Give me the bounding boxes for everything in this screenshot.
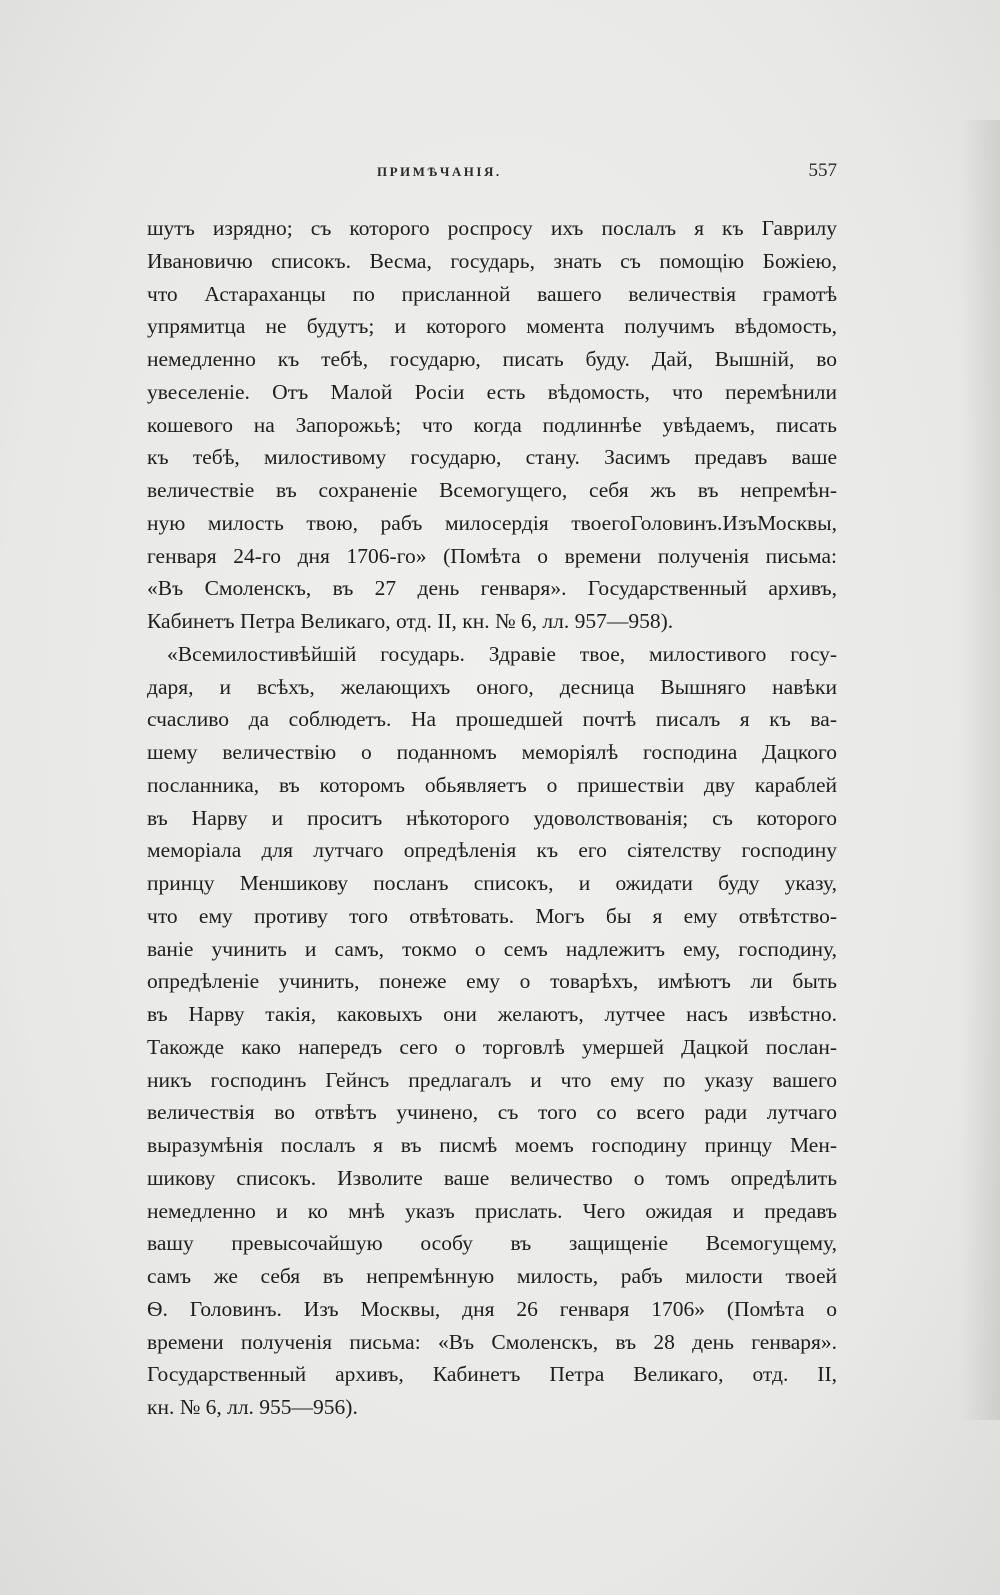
paragraph-first-line: «Всемилостивѣйшій государь. Здравіе твое, милостивого госу-	[167, 641, 837, 666]
text-line: шему величествію о поданномъ меморіялѣ господина Дацкого	[147, 740, 837, 764]
text-line: самъ же себя въ непремѣнную милость, рабъ милости твоей	[147, 1264, 837, 1288]
text-line: ваніе учинить и самъ, токмо о семъ надлежитъ ему, господину,	[147, 936, 837, 961]
text-line: немедленно и ко мнѣ указъ прислать. Чего ожидая и предавъ	[147, 1198, 837, 1223]
text-line: вашу превысочайшую особу въ защищеніе Всемогущему,	[147, 1231, 837, 1256]
text-line: даря, и всѣхъ, желающихъ оного, десница Вышняго навѣки	[147, 674, 837, 699]
text-line: величествіе въ сохраненіе Всемогущего, себя жъ въ непремѣн-	[147, 478, 837, 502]
text-line: немедленно къ тебѣ, государю, писать буду. Дай, Вышній, во	[147, 347, 837, 371]
text-line: къ тебѣ, милостивому государю, стану. Засимъ предавъ ваше	[147, 445, 837, 470]
text-line: что ему противу того отвѣтовать. Могъ бы я ему отвѣтство-	[147, 903, 837, 928]
text-line: шутъ изрядно; съ которого роспросу ихъ послалъ я къ Гаврилу	[147, 216, 837, 240]
text-line: времени полученія письма: «Въ Смоленскъ, въ 28 день генваря».	[147, 1329, 837, 1354]
text-line: никъ господинъ Гейнсъ предлагалъ и что ему по указу вашего	[147, 1067, 837, 1092]
paragraph-end-line: кн. № 6, лл. 955—956).	[147, 1395, 358, 1419]
text-line: ную милость твою, рабъ милосердія твоегоГоловинъ.ИзъМосквы,	[147, 510, 837, 535]
text-line: Такожде како напередъ сего о торговлѣ умершей Дацкой послан-	[147, 1034, 837, 1059]
paragraph-end-line: Кабинетъ Петра Великаго, отд. II, кн. № 6, лл. 957—958).	[147, 609, 674, 633]
page-header	[147, 160, 837, 188]
text-line: увеселеніе. Отъ Малой Росіи есть вѣдомость, что перемѣнили	[147, 379, 837, 404]
running-title: ПРИМѢЧАНІЯ.	[377, 164, 502, 179]
text-line: Государственный архивъ, Кабинетъ Петра Великаго, отд. II,	[147, 1362, 837, 1387]
text-line: генваря 24-го дня 1706-го» (Помѣта о времени полученія письма:	[147, 543, 837, 568]
text-line: кошевого на Запорожьѣ; что когда подлиннѣе увѣдаемъ, писать	[147, 412, 837, 437]
text-line: счасливо да соблюдетъ. На прошедшей почтѣ писалъ я къ ва-	[147, 707, 837, 732]
text-line: Ѳ. Головинъ. Изъ Москвы, дня 26 генваря 1706» (Помѣта о	[147, 1296, 837, 1321]
text-line: шикову списокъ. Изволите ваше величество о томъ опредѣлить	[147, 1165, 837, 1190]
text-line: что Астараханцы по присланной вашего величествія грамотѣ	[147, 281, 837, 306]
text-line: принцу Меншикову посланъ списокъ, и ожидати буду указу,	[147, 871, 837, 895]
text-line: меморіала для лутчаго опредѣленія къ его сіятелству господину	[147, 838, 837, 863]
text-line: Ивановичю списокъ. Весма, государь, знать съ помощію Божіею,	[147, 248, 837, 273]
text-line: опредѣленіе учинить, понеже ему о товарѣхъ, имѣютъ ли быть	[147, 969, 837, 994]
page-edge-shadow	[960, 120, 1000, 1420]
page-number: 557	[808, 160, 837, 181]
text-line: «Въ Смоленскъ, въ 27 день генваря». Государственный архивъ,	[147, 576, 837, 601]
text-line: выразумѣнія послалъ я въ писмѣ моемъ господину принцу Мен-	[147, 1133, 837, 1157]
text-line: величествія во отвѣтъ учинено, съ того со всего ради лутчаго	[147, 1100, 837, 1125]
text-line: упрямитца не будутъ; и которого момента получимъ вѣдомость,	[147, 314, 837, 339]
text-line: въ Нарву такія, каковыхъ они желаютъ, лутчее насъ извѣстно.	[147, 1002, 837, 1026]
body-text	[147, 212, 837, 1424]
text-line: посланника, въ которомъ обьявляетъ о пришествіи дву караблей	[147, 772, 837, 797]
text-line: въ Нарву и проситъ нѣкоторого удоволствованія; съ которого	[147, 805, 837, 830]
